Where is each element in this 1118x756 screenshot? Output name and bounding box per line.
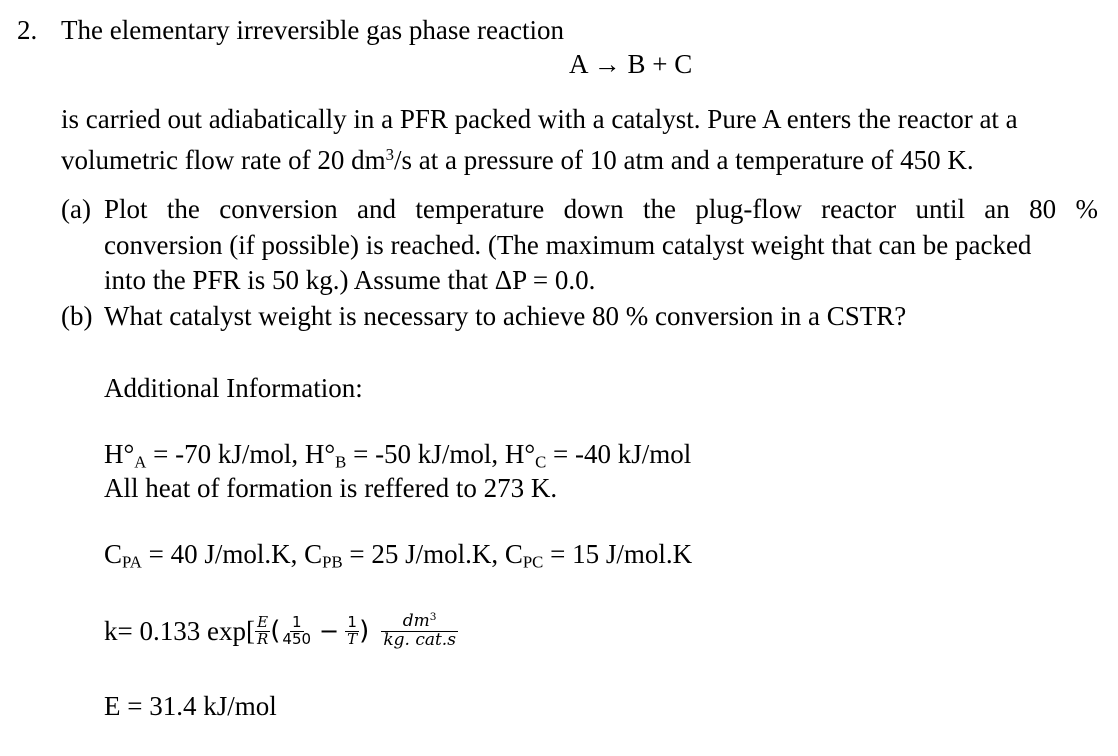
reaction-equation: A → B + C xyxy=(569,49,693,79)
h-a-sub: A xyxy=(134,452,147,472)
desc-line2-post: /s at a pressure of 10 atm and a temperature of 450 K. xyxy=(394,145,974,176)
additional-info-heading: Additional Information: xyxy=(104,373,363,403)
activation-energy-value: E = 31.4 kJ/mol xyxy=(104,691,277,721)
units-fraction xyxy=(381,612,458,649)
heat-capacity-values xyxy=(104,538,692,579)
units-num-sup: 3 xyxy=(429,611,437,624)
k-minus: − xyxy=(319,617,340,645)
units-denominator: kg. cat.s xyxy=(383,629,456,650)
h-c-sub: C xyxy=(535,452,547,472)
k-one-a: 1 xyxy=(291,612,302,631)
part-a-line-2: conversion (if possible) is reached. (The maximum catalyst weight that can be packed xyxy=(104,230,1032,260)
cp-c-symbol: C xyxy=(504,539,523,569)
part-a-line-1 xyxy=(104,193,1098,225)
part-a-word: conversion xyxy=(219,194,338,224)
part-a-word: plug-flow xyxy=(695,194,802,224)
open-paren: ( xyxy=(270,616,281,646)
problem-number: 2. xyxy=(17,15,38,45)
part-a-word: until xyxy=(915,194,965,224)
desc-line1-text: is carried out adiabatically in a PFR packed with a catalyst. Pure A enters the reactor at a xyxy=(61,104,1018,134)
one-over-450-fraction xyxy=(280,612,313,648)
h-a-symbol: H° xyxy=(104,439,135,469)
cp-a-sub: PA xyxy=(122,552,142,572)
h-b-symbol: H° xyxy=(304,439,336,469)
one-over-t-fraction xyxy=(345,612,359,648)
h-b-value: = -50 kJ/mol, xyxy=(346,439,505,469)
part-a-line-3: into the PFR is 50 kg.) Assume that ΔP = 0.0. xyxy=(104,265,596,295)
problem-title: The elementary irreversible gas phase reaction xyxy=(61,15,565,45)
units-num-text: dm xyxy=(402,611,430,632)
problem-description-line-1 xyxy=(61,103,1082,135)
part-a-word: % xyxy=(1075,194,1098,224)
desc-line2-pre: volumetric flow rate of 20 dm xyxy=(61,145,386,176)
k-E: E xyxy=(257,612,269,631)
units-numerator xyxy=(401,612,439,631)
k-R: R xyxy=(256,629,269,648)
cp-a-symbol: C xyxy=(104,539,123,569)
part-a-word: 80 xyxy=(1029,194,1057,224)
part-b-label: (b) xyxy=(61,301,93,331)
k-one-b: 1 xyxy=(347,612,357,631)
k-450: 450 xyxy=(282,629,312,648)
part-a-word: down xyxy=(563,194,624,224)
part-a-word: the xyxy=(642,194,676,224)
part-a-word: reactor xyxy=(821,194,897,224)
part-a-label: (a) xyxy=(61,194,91,224)
part-a-word: Plot xyxy=(104,194,148,224)
cp-c-sub: PC xyxy=(522,552,544,572)
part-b-text: What catalyst weight is necessary to achieve 80 % conversion in a CSTR? xyxy=(104,301,907,331)
cp-b-symbol: C xyxy=(304,539,323,569)
k-T: T xyxy=(347,629,358,648)
cp-a-value: = 40 J/mol.K, xyxy=(141,539,305,569)
desc-line2-sup: 3 xyxy=(385,145,395,164)
cp-b-sub: PB xyxy=(322,552,343,572)
k-prefix: k= 0.133 exp[ xyxy=(104,616,255,646)
problem-description-line-2 xyxy=(61,139,974,176)
close-paren: ) xyxy=(359,616,370,646)
h-a-value: = -70 kJ/mol, xyxy=(146,439,305,469)
e-over-r-fraction xyxy=(255,612,270,648)
rate-constant-equation xyxy=(104,598,458,664)
h-c-value: = -40 kJ/mol xyxy=(546,439,692,469)
part-a-word: an xyxy=(984,194,1010,224)
cp-c-value: = 15 J/mol.K xyxy=(543,539,693,569)
part-a-word: and xyxy=(357,194,397,224)
part-a-word: temperature xyxy=(415,194,545,224)
h-b-sub: B xyxy=(335,452,347,472)
cp-b-value: = 25 J/mol.K, xyxy=(342,539,505,569)
part-a-word: the xyxy=(166,194,200,224)
h-c-symbol: H° xyxy=(504,439,536,469)
heat-reference-note: All heat of formation is reffered to 273 K. xyxy=(104,473,558,503)
